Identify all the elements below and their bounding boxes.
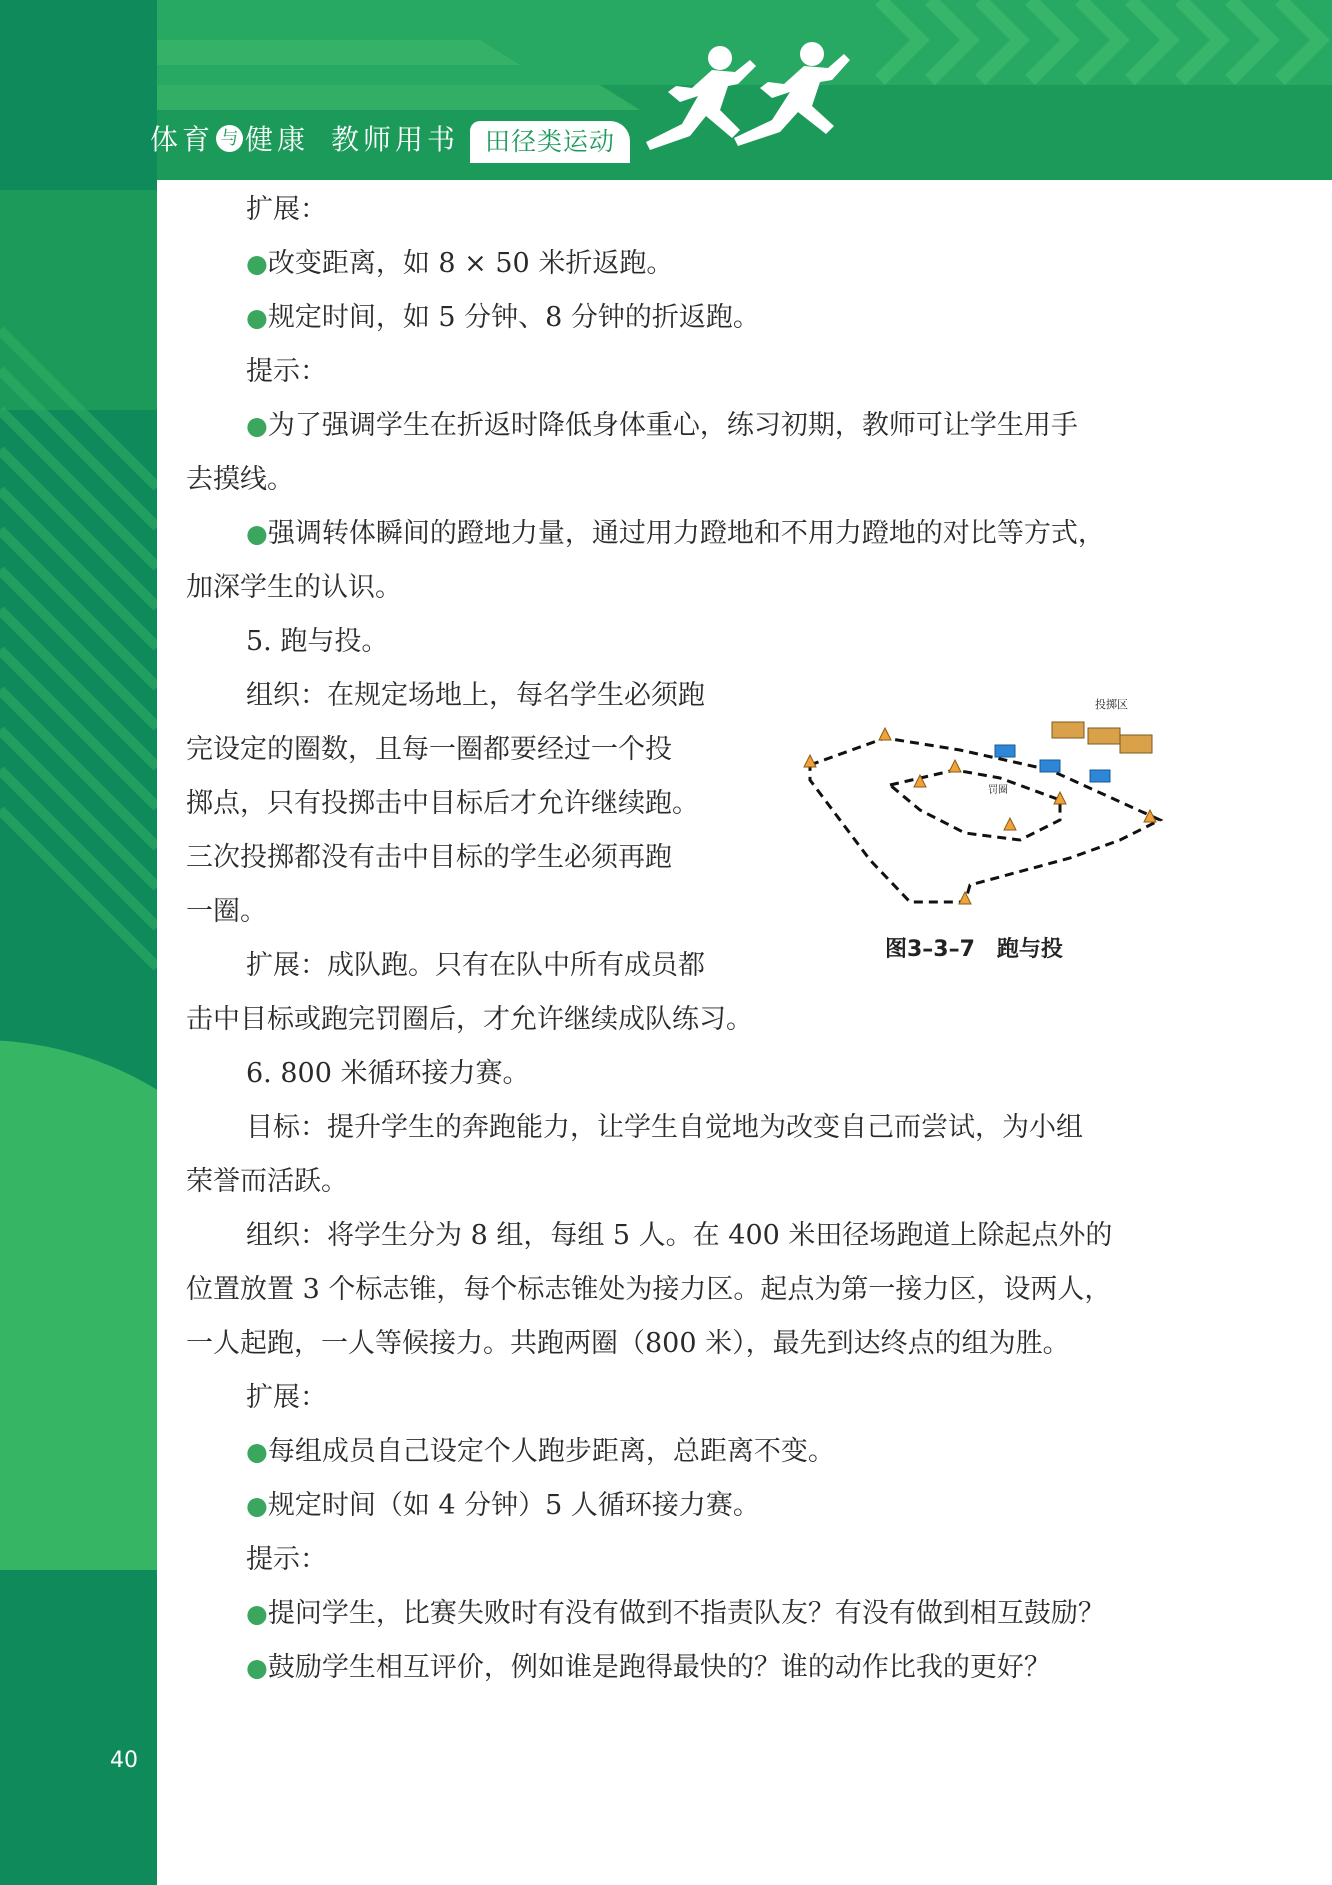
section-heading: 6. 800 米循环接力赛。 <box>246 1058 530 1089</box>
penalty-loop <box>890 770 1060 840</box>
crate-icon <box>1120 735 1152 753</box>
paragraph-line: 加深学生的认识。 <box>186 572 402 603</box>
chapter-tab: 田径类运动 <box>470 121 630 163</box>
list-item: ●为了强调学生在折返时降低身体重心，练习初期，教师可让学生用手 <box>246 410 1078 441</box>
book-subtitle: 教师用书 <box>331 123 460 156</box>
bullet-icon: ● <box>246 1653 268 1682</box>
list-item: ●规定时间，如 5 分钟、8 分钟的折返跑。 <box>246 302 760 333</box>
crate-icon <box>1088 728 1120 744</box>
paragraph-line: 掷点，只有投掷击中目标后才允许继续跑。 <box>186 788 699 819</box>
paragraph-line: 一人起跑，一人等候接力。共跑两圈（800 米），最先到达终点的组为胜。 <box>186 1328 1070 1359</box>
cone-icon <box>804 755 816 767</box>
target-box-icon <box>995 745 1015 757</box>
heading-expand: 扩展： <box>246 194 327 225</box>
paragraph-line: 去摸线。 <box>186 464 294 495</box>
paragraph-line: 完设定的圈数，且每一圈都要经过一个投 <box>186 734 672 765</box>
bullet-icon: ● <box>246 1437 268 1466</box>
throw-zone-label: 投掷区 <box>1095 698 1128 711</box>
crate-icon <box>1052 722 1084 738</box>
target-box-icon <box>1090 770 1110 782</box>
paragraph-line: 组织：将学生分为 8 组，每组 5 人。在 400 米田径场跑道上除起点外的 <box>246 1220 1113 1251</box>
paragraph-line: 三次投掷都没有击中目标的学生必须再跑 <box>186 842 672 873</box>
paragraph-line: 一圈。 <box>186 896 267 927</box>
bullet-icon: ● <box>246 1491 268 1520</box>
run-throw-diagram <box>790 690 1180 920</box>
cone-icon <box>949 760 961 772</box>
list-item: ●改变距离，如 8 × 50 米折返跑。 <box>246 248 674 279</box>
heading-tips: 提示： <box>246 356 327 387</box>
list-item: ●鼓励学生相互评价，例如谁是跑得最快的？谁的动作比我的更好？ <box>246 1652 1051 1683</box>
bullet-icon: ● <box>246 519 268 548</box>
section-heading: 5. 跑与投。 <box>246 626 389 657</box>
bullet-icon: ● <box>246 249 268 278</box>
book-title-part2: 健康 <box>245 123 310 156</box>
cone-icon <box>1004 818 1016 830</box>
list-item: ●每组成员自己设定个人跑步距离，总距离不变。 <box>246 1436 835 1467</box>
paragraph-line: 荣誉而活跃。 <box>186 1166 348 1197</box>
target-box-icon <box>1040 760 1060 772</box>
cone-icon <box>959 892 971 904</box>
penalty-loop-label: 罚圈 <box>988 785 1008 796</box>
book-title <box>150 118 459 158</box>
paragraph-line: 目标：提升学生的奔跑能力，让学生自觉地为改变自己而尝试，为小组 <box>246 1112 1083 1143</box>
book-title-connector: 与 <box>216 125 243 152</box>
paragraph-line: 击中目标或跑完罚圈后，才允许继续成队练习。 <box>186 1004 753 1035</box>
runners-logo <box>640 40 880 165</box>
page-number: 40 <box>110 1748 138 1773</box>
figure-caption: 图3–3–7 跑与投 <box>885 937 1063 962</box>
paragraph-line: 组织：在规定场地上，每名学生必须跑 <box>246 680 705 711</box>
paragraph-line: 位置放置 3 个标志锥，每个标志锥处为接力区。起点为第一接力区，设两人， <box>186 1274 1112 1305</box>
list-item: ●规定时间（如 4 分钟）5 人循环接力赛。 <box>246 1490 760 1521</box>
list-item: ●提问学生，比赛失败时有没有做到不指责队友？有没有做到相互鼓励？ <box>246 1598 1105 1629</box>
bullet-icon: ● <box>246 1599 268 1628</box>
bullet-icon: ● <box>246 411 268 440</box>
bullet-icon: ● <box>246 303 268 332</box>
cone-icon <box>879 728 891 740</box>
side-band <box>0 0 157 1885</box>
heading-tips: 提示： <box>246 1544 327 1575</box>
outer-track <box>810 738 1160 902</box>
list-item: ●强调转体瞬间的蹬地力量，通过用力蹬地和不用力蹬地的对比等方式， <box>246 518 1105 549</box>
heading-expand: 扩展： <box>246 1382 327 1413</box>
paragraph-line: 扩展：成队跑。只有在队中所有成员都 <box>246 950 705 981</box>
book-title-part1: 体育 <box>150 123 215 156</box>
